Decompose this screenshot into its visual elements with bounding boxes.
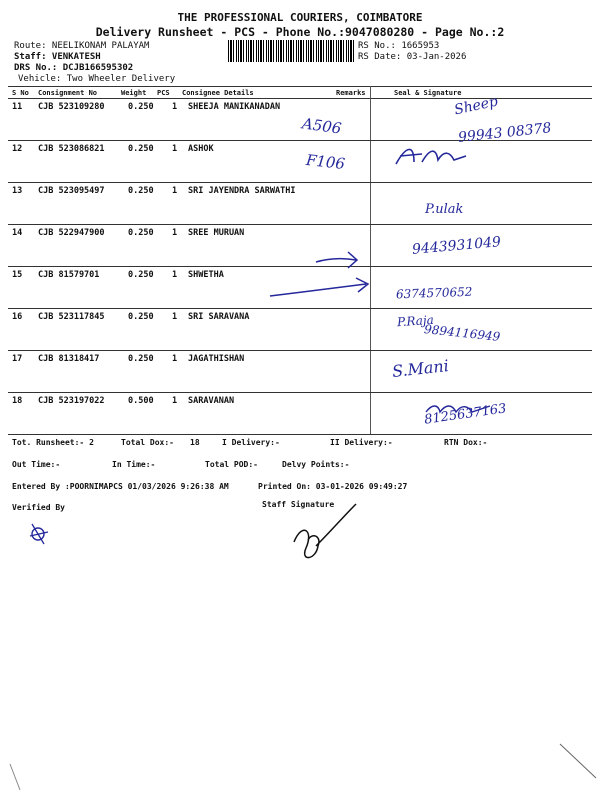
row-weight: 0.250 bbox=[128, 102, 154, 112]
col-seal-signature: Seal & Signature bbox=[394, 89, 462, 97]
row-consignment: CJB 522947900 bbox=[38, 228, 105, 238]
table-bottom-rule bbox=[8, 434, 592, 435]
row-pcs: 1 bbox=[172, 228, 178, 238]
verifier-mark bbox=[26, 520, 52, 546]
total-dox-value: 18 bbox=[190, 438, 200, 447]
row-consignment: CJB 81318417 bbox=[38, 354, 100, 364]
handwritten-phone: 99943 08378 bbox=[457, 120, 553, 146]
tot-runsheet: Tot. Runsheet:- 2 bbox=[12, 438, 94, 447]
runsheet-title: Delivery Runsheet - PCS - Phone No.:9047080280 - Page No.:2 bbox=[95, 25, 505, 39]
row-rule bbox=[8, 182, 592, 183]
total-dox-label: Total Dox:- bbox=[121, 438, 174, 447]
row-sno: 12 bbox=[12, 144, 23, 154]
route-label: Route: NEELIKONAM PALAYAM bbox=[14, 41, 150, 51]
row-sno: 16 bbox=[12, 312, 23, 322]
row-consignment: CJB 81579701 bbox=[38, 270, 100, 280]
in-time: In Time:- bbox=[112, 460, 156, 469]
handwritten-phone: 9443931049 bbox=[411, 234, 502, 258]
row-sno: 18 bbox=[12, 396, 23, 406]
col-consignment: Consignment No bbox=[38, 89, 98, 97]
rtn-dox: RTN Dox:- bbox=[444, 438, 488, 447]
row-pcs: 1 bbox=[172, 312, 178, 322]
out-time: Out Time:- bbox=[12, 460, 61, 469]
row-pcs: 1 bbox=[172, 144, 178, 154]
staff-signature bbox=[290, 502, 360, 568]
drs-number: DRS No.: DCJB166595302 bbox=[14, 63, 134, 73]
vehicle-label: Vehicle: Two Wheeler Delivery bbox=[18, 74, 176, 84]
handwritten-name: Sheep bbox=[452, 93, 500, 119]
entered-by: Entered By :POORNIMAPCS 01/03/2026 9:26:38 AM bbox=[12, 482, 229, 491]
handwritten-name: P.Raja bbox=[396, 312, 435, 330]
row-sno: 11 bbox=[12, 102, 23, 112]
row-consignee: SHWETHA bbox=[188, 270, 224, 280]
handwritten-unit: F106 bbox=[305, 151, 346, 173]
row-consignment: CJB 523197022 bbox=[38, 396, 105, 406]
col-sno: S No bbox=[12, 89, 29, 97]
scan-edge-mark bbox=[560, 742, 600, 782]
row-rule bbox=[8, 308, 592, 309]
col-weight: Weight bbox=[121, 89, 147, 97]
row-sno: 13 bbox=[12, 186, 23, 196]
arrow-mark bbox=[268, 278, 372, 302]
total-pod: Total POD:- bbox=[205, 460, 258, 469]
handwritten-phone: 6374570652 bbox=[395, 284, 473, 302]
arrow-mark bbox=[314, 248, 360, 272]
row-consignee: SHEEJA MANIKANADAN bbox=[188, 102, 281, 112]
row-weight: 0.250 bbox=[128, 186, 154, 196]
rs-date: RS Date: 03-Jan-2026 bbox=[358, 52, 467, 62]
printed-on: Printed On: 03-01-2026 09:49:27 bbox=[258, 482, 408, 491]
table-top-rule bbox=[8, 86, 592, 87]
row-pcs: 1 bbox=[172, 102, 178, 112]
row-consignment: CJB 523117845 bbox=[38, 312, 105, 322]
signature-ashok bbox=[392, 140, 472, 172]
row-rule bbox=[8, 392, 592, 393]
row-pcs: 1 bbox=[172, 396, 178, 406]
row-rule bbox=[8, 266, 592, 267]
row-consignee: SREE MURUAN bbox=[188, 228, 245, 238]
row-pcs: 1 bbox=[172, 186, 178, 196]
delivery-points: Delvy Points:- bbox=[282, 460, 350, 469]
i-delivery: I Delivery:- bbox=[222, 438, 280, 447]
handwritten-unit: A506 bbox=[300, 114, 343, 138]
staff-signature-label: Staff Signature bbox=[262, 500, 335, 509]
row-consignee: SRI SARAVANA bbox=[188, 312, 250, 322]
row-consignee: SARAVANAN bbox=[188, 396, 235, 406]
row-pcs: 1 bbox=[172, 354, 178, 364]
row-weight: 0.250 bbox=[128, 354, 154, 364]
staff-label: Staff: VENKATESH bbox=[14, 52, 101, 62]
row-sno: 17 bbox=[12, 354, 23, 364]
remarks-divider bbox=[370, 86, 371, 434]
col-remarks: Remarks bbox=[336, 89, 366, 97]
ii-delivery: II Delivery:- bbox=[330, 438, 393, 447]
row-consignee: JAGATHISHAN bbox=[188, 354, 245, 364]
rs-number: RS No.: 1665953 bbox=[358, 41, 440, 51]
row-sno: 15 bbox=[12, 270, 23, 280]
col-consignee: Consignee Details bbox=[182, 89, 254, 97]
header-bottom-rule bbox=[8, 98, 592, 99]
row-weight: 0.250 bbox=[128, 144, 154, 154]
row-consignment: CJB 523086821 bbox=[38, 144, 105, 154]
row-weight: 0.250 bbox=[128, 270, 154, 280]
row-weight: 0.500 bbox=[128, 396, 154, 406]
company-title: THE PROFESSIONAL COURIERS, COIMBATORE bbox=[177, 11, 423, 24]
row-sno: 14 bbox=[12, 228, 23, 238]
handwritten-phone: 9894116949 bbox=[423, 322, 501, 344]
handwritten-phone: 8125637163 bbox=[423, 401, 508, 428]
scan-edge-mark bbox=[8, 762, 28, 792]
handwritten-name: P.ulak bbox=[425, 202, 464, 217]
row-pcs: 1 bbox=[172, 270, 178, 280]
row-rule bbox=[8, 350, 592, 351]
handwritten-name: S.Mani bbox=[391, 356, 450, 381]
row-consignment: CJB 523095497 bbox=[38, 186, 105, 196]
row-consignee: SRI JAYENDRA SARWATHI bbox=[188, 186, 296, 196]
row-consignment: CJB 523109280 bbox=[38, 102, 105, 112]
row-weight: 0.250 bbox=[128, 228, 154, 238]
row-weight: 0.250 bbox=[128, 312, 154, 322]
barcode bbox=[228, 40, 356, 62]
col-pcs: PCS bbox=[157, 89, 170, 97]
row-consignee: ASHOK bbox=[188, 144, 214, 154]
verified-by: Verified By bbox=[12, 503, 65, 512]
row-rule bbox=[8, 224, 592, 225]
